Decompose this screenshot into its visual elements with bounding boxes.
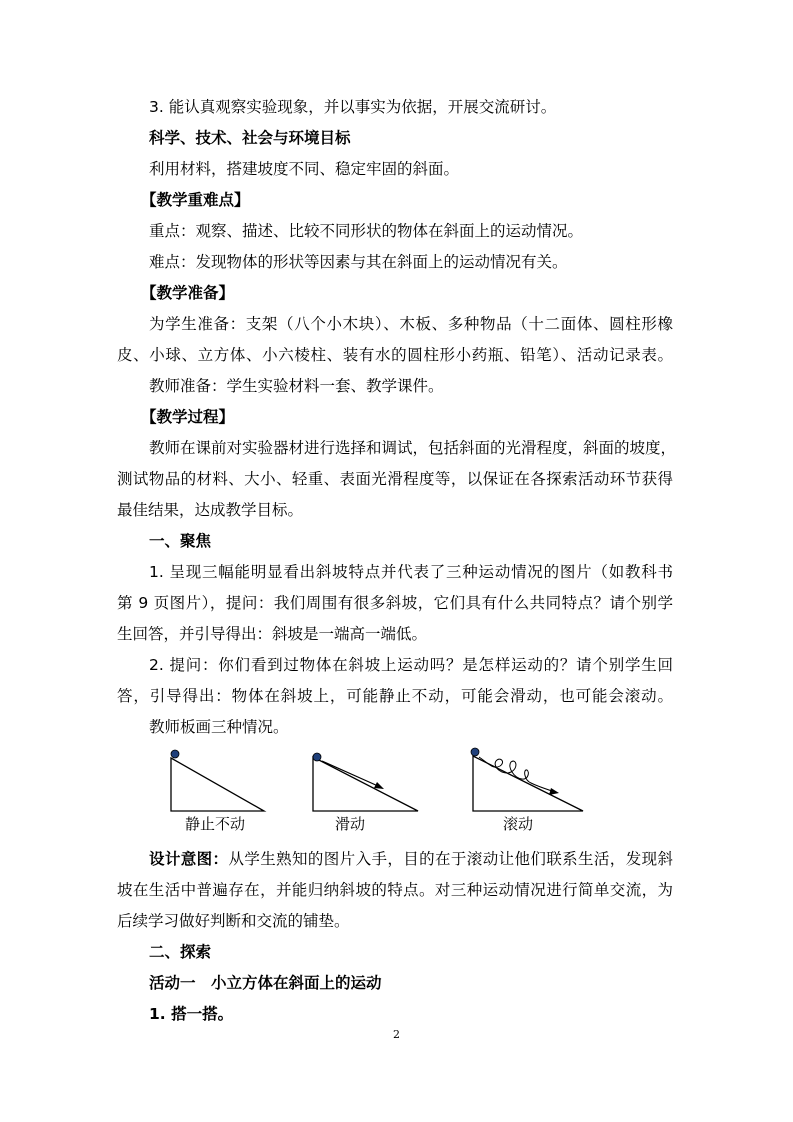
focus-heading: 一、聚焦	[149, 532, 212, 550]
roll-path	[479, 757, 552, 791]
caption-roll: 滚动	[503, 815, 534, 833]
design-intent-line-3: 后续学习做好判断和交流的铺垫。	[117, 912, 350, 930]
design-intent-line-2: 坡在生活中普遍存在，并能归纳斜坡的特点。对三种运动情况进行简单交流，为	[117, 881, 673, 899]
ball-roll	[471, 748, 479, 756]
objective-line-3: 3. 能认真观察实验现象，并以事实为依据，开展交流研讨。	[149, 98, 557, 116]
design-intent-label: 设计意图：	[149, 850, 229, 868]
focus-item-2-line-1: 2. 提问：你们看到过物体在斜坡上运动吗？是怎样运动的？请个别学生回	[149, 656, 673, 674]
key-points-heading: 【教学重难点】	[141, 191, 250, 209]
process-intro-line-1: 教师在课前对实验器材进行选择和调试，包括斜面的光滑程度，斜面的坡度，	[149, 439, 677, 457]
activity-1-heading: 活动一 小立方体在斜面上的运动	[149, 974, 382, 992]
student-prep-line-2: 皮、小球、立方体、小六棱柱、装有水的圆柱形小药瓶、铅笔）、活动记录表。	[117, 346, 673, 364]
slide-arrow-line	[322, 761, 378, 786]
key-point: 重点：观察、描述、比较不同形状的物体在斜面上的运动情况。	[149, 222, 584, 240]
teacher-prep: 教师准备：学生实验材料一套、教学课件。	[149, 377, 444, 395]
ball-static	[171, 750, 179, 758]
roll-arrow-head	[549, 788, 559, 795]
difficult-point: 难点：发现物体的形状等因素与其在斜面上的运动情况有关。	[149, 253, 568, 271]
slope-triangle-slide	[313, 757, 418, 811]
sts-heading: 科学、技术、社会与环境目标	[149, 129, 351, 147]
focus-item-1-line-2: 第 9 页图片），提问：我们周围有很多斜坡，它们具有什么共同特点？请个别学	[117, 594, 673, 612]
focus-item-2-line-2: 答，引导得出：物体在斜坡上，可能静止不动，可能会滑动，也可能会滚动。	[117, 687, 673, 705]
process-intro-line-3: 最佳结果，达成教学目标。	[117, 501, 304, 519]
process-heading: 【教学过程】	[141, 408, 235, 426]
caption-slide: 滑动	[335, 815, 366, 833]
slope-triangle-static	[171, 758, 264, 811]
focus-item-1-line-1: 1. 呈现三幅能明显看出斜坡特点并代表了三种运动情况的图片（如教科书	[149, 563, 673, 581]
build-step-heading: 1. 搭一搭。	[149, 1005, 234, 1023]
explore-heading: 二、探索	[149, 943, 212, 961]
ball-slide	[313, 753, 321, 761]
page-number: 2	[393, 1028, 400, 1041]
board-drawing-text: 教师板画三种情况。	[149, 718, 289, 736]
focus-item-1-line-3: 生回答，并引导得出：斜坡是一端高一端低。	[117, 625, 428, 643]
process-intro-line-2: 测试物品的材料、大小、轻重、表面光滑程度等，以保证在各探索活动环节获得	[117, 470, 673, 488]
sts-text: 利用材料，搭建坡度不同、稳定牢固的斜面。	[149, 160, 460, 178]
design-intent-line-1	[149, 848, 673, 870]
slide-arrow-head	[374, 782, 384, 789]
caption-static: 静止不动	[185, 815, 246, 833]
preparation-heading: 【教学准备】	[141, 284, 235, 302]
design-intent-text: 从学生熟知的图片入手，目的在于滚动让他们联系生活，发现斜	[228, 850, 673, 868]
student-prep-line-1: 为学生准备：支架（八个小木块）、木板、多种物品（十二面体、圆柱形橡	[149, 315, 673, 333]
